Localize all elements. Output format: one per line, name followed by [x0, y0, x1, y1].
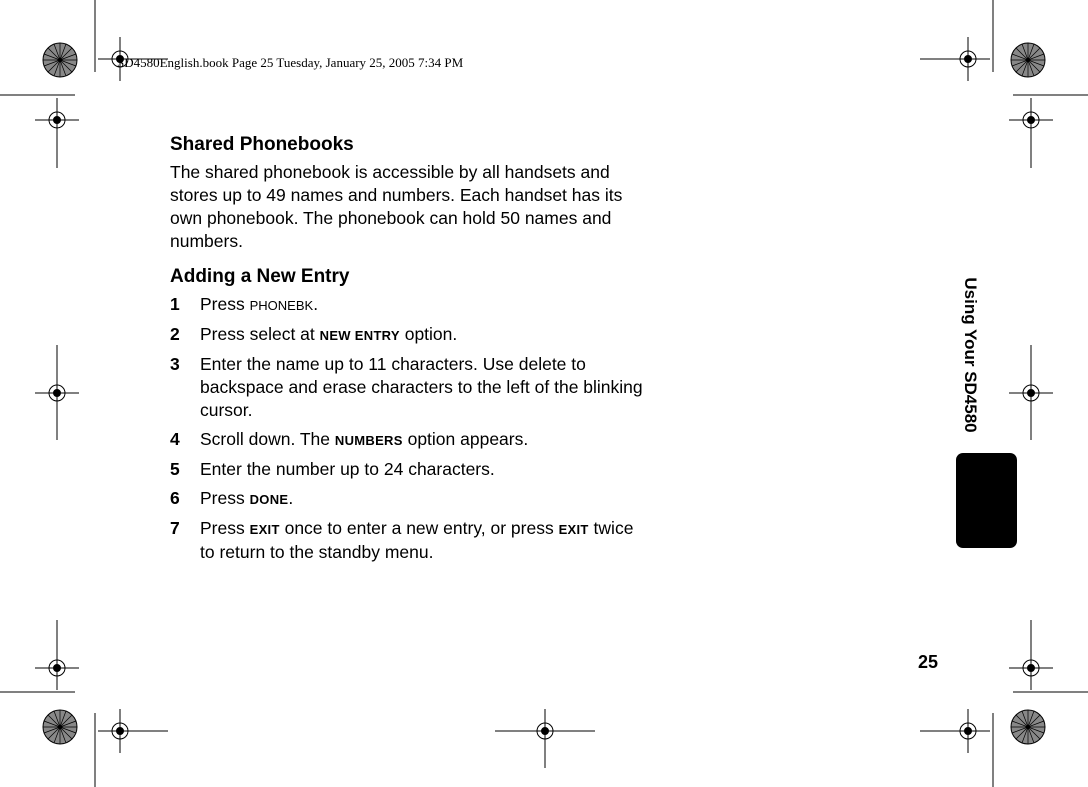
key-label: NUMBERS [334, 433, 403, 448]
key-label: DONE [249, 492, 289, 507]
step-text: Scroll down. The NUMBERS option appears. [200, 429, 529, 449]
step-item [170, 487, 650, 511]
step-number: 3 [170, 354, 180, 374]
step-number: 1 [170, 294, 180, 314]
step-number: 7 [170, 518, 180, 538]
step-item [170, 458, 650, 481]
subsection-title: Adding a New Entry [170, 266, 350, 287]
step-text: Enter the name up to 11 characters. Use delete to backspace and erase characters to the left of the blinking cursor. [200, 354, 643, 420]
steps-list [170, 293, 650, 564]
step-item [170, 353, 650, 422]
section-body: The shared phonebook is accessible by all handsets and stores up to 49 names and numbers. Each handset has its own phonebook. The phonebook can hold 50 names and numbers. [170, 162, 623, 251]
step-text: Press DONE. [200, 488, 294, 508]
step-item [170, 293, 650, 317]
key-label: EXIT [558, 522, 589, 537]
key-label: EXIT [249, 522, 280, 537]
step-item [170, 428, 650, 452]
key-label: PHONEBK [249, 298, 314, 313]
side-tab-label: Using Your SD4580 [961, 277, 980, 433]
page-number: 25 [918, 652, 939, 672]
step-number: 5 [170, 459, 180, 479]
step-number: 4 [170, 429, 180, 449]
key-label: NEW ENTRY [319, 328, 400, 343]
step-text: Press PHONEBK. [200, 294, 319, 314]
step-text: Enter the number up to 24 characters. [200, 459, 495, 479]
main-content [170, 133, 650, 570]
step-number: 2 [170, 324, 180, 344]
step-item [170, 323, 650, 347]
step-text: Press EXIT once to enter a new entry, or press EXIT twice to return to the standby menu. [200, 518, 634, 562]
step-text: Press select at NEW ENTRY option. [200, 324, 458, 344]
step-item [170, 517, 650, 564]
section-title: Shared Phonebooks [170, 134, 354, 155]
step-number: 6 [170, 488, 180, 508]
print-header-stamp: SD4580English.book Page 25 Tuesday, January 25, 2005 7:34 PM [117, 55, 464, 70]
side-tab-block [956, 453, 1017, 548]
